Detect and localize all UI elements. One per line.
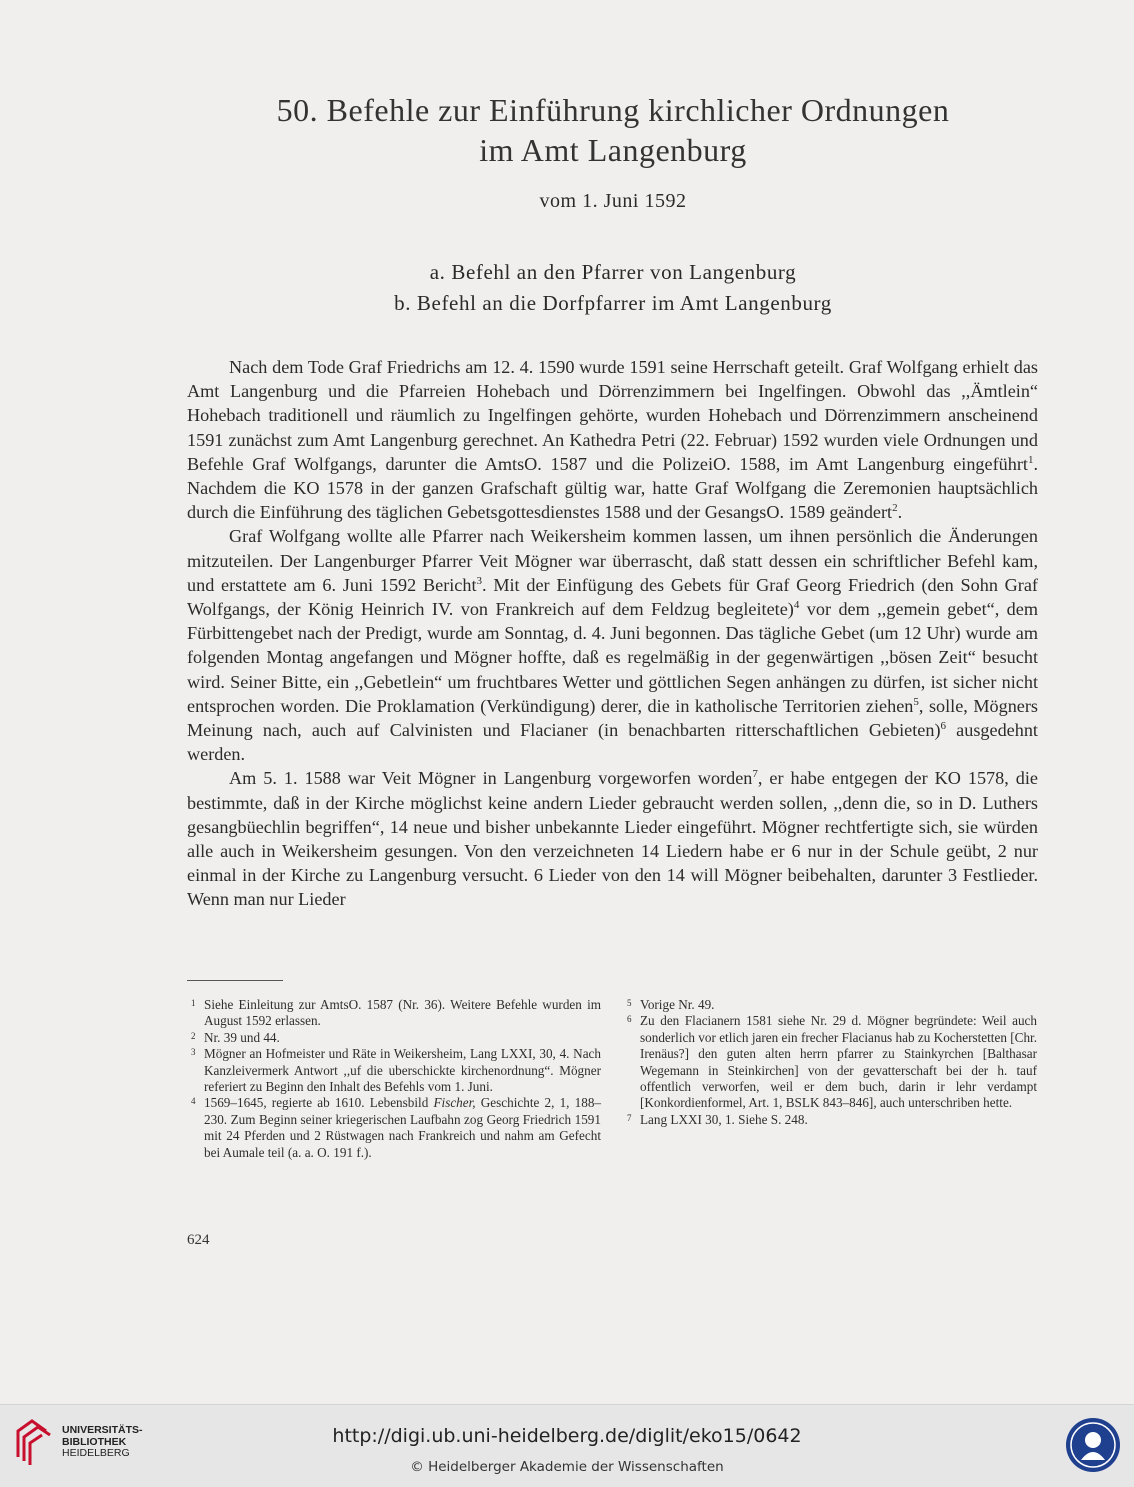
footnote xyxy=(187,1030,601,1046)
footnote-ref: 5 xyxy=(913,695,919,708)
footnote-text: Vorige Nr. 49. xyxy=(640,997,715,1012)
paragraph xyxy=(187,524,1038,766)
footnote xyxy=(187,1046,601,1095)
footnote-ref: 4 xyxy=(793,598,800,611)
footnote-text: Siehe Einleitung zur AmtsO. 1587 (Nr. 36). Weitere Befehle wurden im August 1592 erlassen. xyxy=(204,997,601,1029)
footnote-ref: 2 xyxy=(892,502,898,515)
footnote-number: 6 xyxy=(627,1014,632,1025)
copyright-notice: © Heidelberger Akademie der Wissenschaften xyxy=(410,1459,724,1475)
body-text xyxy=(187,355,1038,912)
text-run: vor dem ,,gemein gebet“, dem Fürbittengebet nach der Predigt, wurde am Sonntag, d. 4. Juni begonnen. Das tägliche Gebet (um 12 Uhr) wurde am folgenden Montag angefangen und Mögner hoffte, daß es regelmäßig in der gegenwärtigen ,,bösen Zeit“ besucht wird. Seiner Bitte, ein ,,Gebetlein“ um fruchtbares Wetter und göttlichen Segen anhängen zu dürfen, ist sicher nicht entsprochen worden. Die Proklamation (Verkündigung) derer, die in katholische Territorien ziehen xyxy=(187,599,1038,716)
text-run: . Mit der Einfügung des Gebets für Graf Georg Friedrich (den Sohn Graf Wolfgangs, der König Heinrich IV. von Frankreich auf dem Feldzug begleitete) xyxy=(187,574,1038,620)
footnote-text: Mögner an Hofmeister und Räte in Weikersheim, Lang LXXI, 30, 4. Nach Kanzleivermerk Antwort ,,uf die uberschickte kirchenordnung“. Mögner referiert zu Beginn den Inhalt des Befehls vom 1. Juni. xyxy=(204,1046,601,1095)
footnote xyxy=(187,1095,601,1161)
paragraph xyxy=(187,355,1038,524)
footnote-number: 7 xyxy=(627,1112,632,1123)
library-name-line: UNIVERSITÄTS- xyxy=(62,1424,143,1436)
footnote-text: Lang LXXI 30, 1. Siehe S. 248. xyxy=(640,1111,808,1127)
library-name-line: BIBLIOTHEK xyxy=(62,1435,127,1448)
library-name-line: HEIDELBERG xyxy=(62,1447,130,1459)
text-run: Am 5. 1. 1588 war Veit Mögner in Langenburg vorgeworfen worden xyxy=(229,768,753,789)
footnote-number: 3 xyxy=(191,1047,196,1058)
chapter-date: vom 1. Juni 1592 xyxy=(539,190,687,212)
footnote-number: 5 xyxy=(627,998,632,1008)
footnote xyxy=(623,1013,1037,1111)
footnote-ref: 7 xyxy=(752,768,758,781)
footnote-ref: 1 xyxy=(1027,453,1034,466)
footnote-ref: 3 xyxy=(476,574,483,587)
text-run: , solle, Mögners Meinung nach, auch auf Calvinisten und Flacianer (in benachbarten ritterschaftlichen Gebieten) xyxy=(187,695,1038,741)
text-run: , er habe entgegen der KO 1578, die bestimmte, daß in der Kirche möglichst keine andern Lieder gebraucht werden sollen, ,,denn die, so in D. Luthers gesangbüechlin begriffen“, 14 neue und bisher unbekannte Lieder eingeführt. Mögner rechtfertigte sich, sie würden alle auch in Weikersheim gesungen. Von den verzeichneten 14 Liedern habe er 6 nur in der Schule geübt, 2 nur einmal in der Kirche zu Langenburg versucht. 6 Lieder von den 14 will Mögner beibehalten, darunter 3 Festlieder. Wenn man nur Lieder xyxy=(187,768,1038,910)
footnote-number: 4 xyxy=(191,1096,196,1107)
footnotes-right-column xyxy=(623,997,1037,1128)
chapter-title-line-2: im Amt Langenburg xyxy=(479,132,747,168)
viewer-footer xyxy=(0,1404,1134,1487)
footnote-text: Nr. 39 und 44. xyxy=(204,1029,280,1045)
text-run: . Nachdem die KO 1578 in der ganzen Grafschaft gültig war, hatte Graf Wolfgang die Zeremonien hauptsächlich durch die Einführung des täglichen Gebetsgottesdienstes 1588 und der GesangsO. 1589 geändert xyxy=(187,453,1038,523)
paragraph xyxy=(187,766,1038,911)
footnote-text: Geschichte 2, 1, 188–230. Zum Beginn seiner kriegerischen Laufbahn zog Georg Friedrich 1591 mit 24 Pferden und 2 Rüstwagen nach Frankreich und nahm am Gefecht bei Aumale teil (a. a. O. 191 f.). xyxy=(204,1095,602,1160)
page-number: 624 xyxy=(187,1232,210,1248)
subtitle-b: b. Befehl an die Dorfpfarrer im Amt Langenburg xyxy=(394,291,832,315)
footnote xyxy=(623,997,1037,1013)
permalink-url[interactable]: http://digi.ub.uni-heidelberg.de/diglit/eko15/0642 xyxy=(332,1425,802,1447)
footnote-ref: 6 xyxy=(940,719,947,732)
footnote xyxy=(623,1112,1037,1128)
footnote-author: Fischer, xyxy=(433,1095,476,1111)
text-run: Nach dem Tode Graf Friedrichs am 12. 4. 1590 wurde 1591 seine Herrschaft geteilt. Graf Wolfgang erhielt das Amt Langenburg und die Pfarreien Hohebach und Dörrenzimmern bei Ingelfingen. Obwohl das ,,Ämtlein“ Hohebach traditionell und räumlich zu Ingelfingen gehörte, wurden Hohebach und Dörrenzimmern anscheinend 1591 zunächst zum Amt Langenburg gerechnet. An Kathedra Petri (22. Februar) 1592 wurden viele Ordnungen und Befehle Graf Wolfgangs, darunter die AmtsO. 1587 und die PolizeiO. 1588, im Amt Langenburg eingeführt xyxy=(187,357,1038,474)
footnote-separator xyxy=(187,980,283,981)
footnote-text: 1569–1645, regierte ab 1610. Lebensbild xyxy=(204,1095,434,1111)
text-run: Graf Wolfgang wollte alle Pfarrer nach Weikersheim kommen lassen, um ihnen persönlich die Änderungen mitzuteilen. Der Langenburger Pfarrer Veit Mögner war überrascht, daß statt dessen ein schriftlicher Befehl kam, und erstattete am 6. Juni 1592 Bericht xyxy=(187,526,1038,595)
subtitle-a: a. Befehl an den Pfarrer von Langenburg xyxy=(429,260,797,284)
footnote-number: 1 xyxy=(191,998,196,1008)
chapter-title-line-1: 50. Befehle zur Einführung kirchlicher Ordnungen xyxy=(276,92,950,128)
footnote xyxy=(187,997,601,1030)
footnote-number: 2 xyxy=(191,1030,196,1041)
text-run: ausgedehnt werden. xyxy=(187,720,1038,765)
footnotes-left-column xyxy=(187,997,601,1161)
footnote-text: Zu den Flacianern 1581 siehe Nr. 29 d. Mögner begründete: Weil auch sonderlich vor etlich jaren ein frecher Flacianus hab zu Kocherstetten [Chr. Irenäus?] den guten alten herrn pfarrer zu Stainkyrchen [Balthasar Wegemann in Steinkirchen] von der gevatterschaft bei der h. tauf offentlich verworfen, weil er dem buch, darin ir lehr verdampt [Konkordienformel, Art. 1, BSLK 843–846], auch unterschriben hette. xyxy=(640,1013,1037,1111)
text-run: . xyxy=(897,502,903,523)
academy-seal-icon[interactable] xyxy=(1064,1416,1122,1474)
